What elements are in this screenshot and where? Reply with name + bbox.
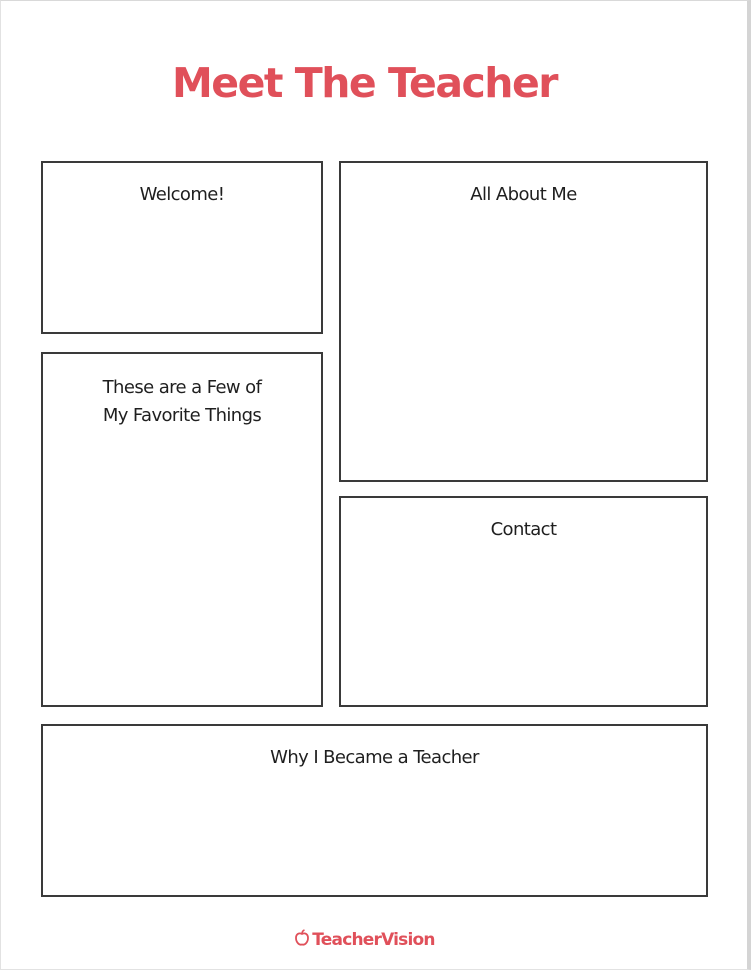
contact-label: Contact [490,519,557,540]
why-teacher-box [41,724,708,897]
all-about-me-label: All About Me [470,184,577,205]
all-about-me-box [339,161,708,482]
why-teacher-label: Why I Became a Teacher [270,747,479,768]
footer-brand [1,929,728,952]
page-title: Meet The Teacher [171,59,558,107]
welcome-box [41,161,323,334]
welcome-label: Welcome! [139,184,225,205]
footer-brand-text: TeacherVision [312,930,435,950]
contact-box [339,496,708,707]
favorite-things-label: These are a Few of My Favorite Things [102,377,262,426]
favorite-things-box [41,352,323,707]
apple-icon [294,929,310,952]
